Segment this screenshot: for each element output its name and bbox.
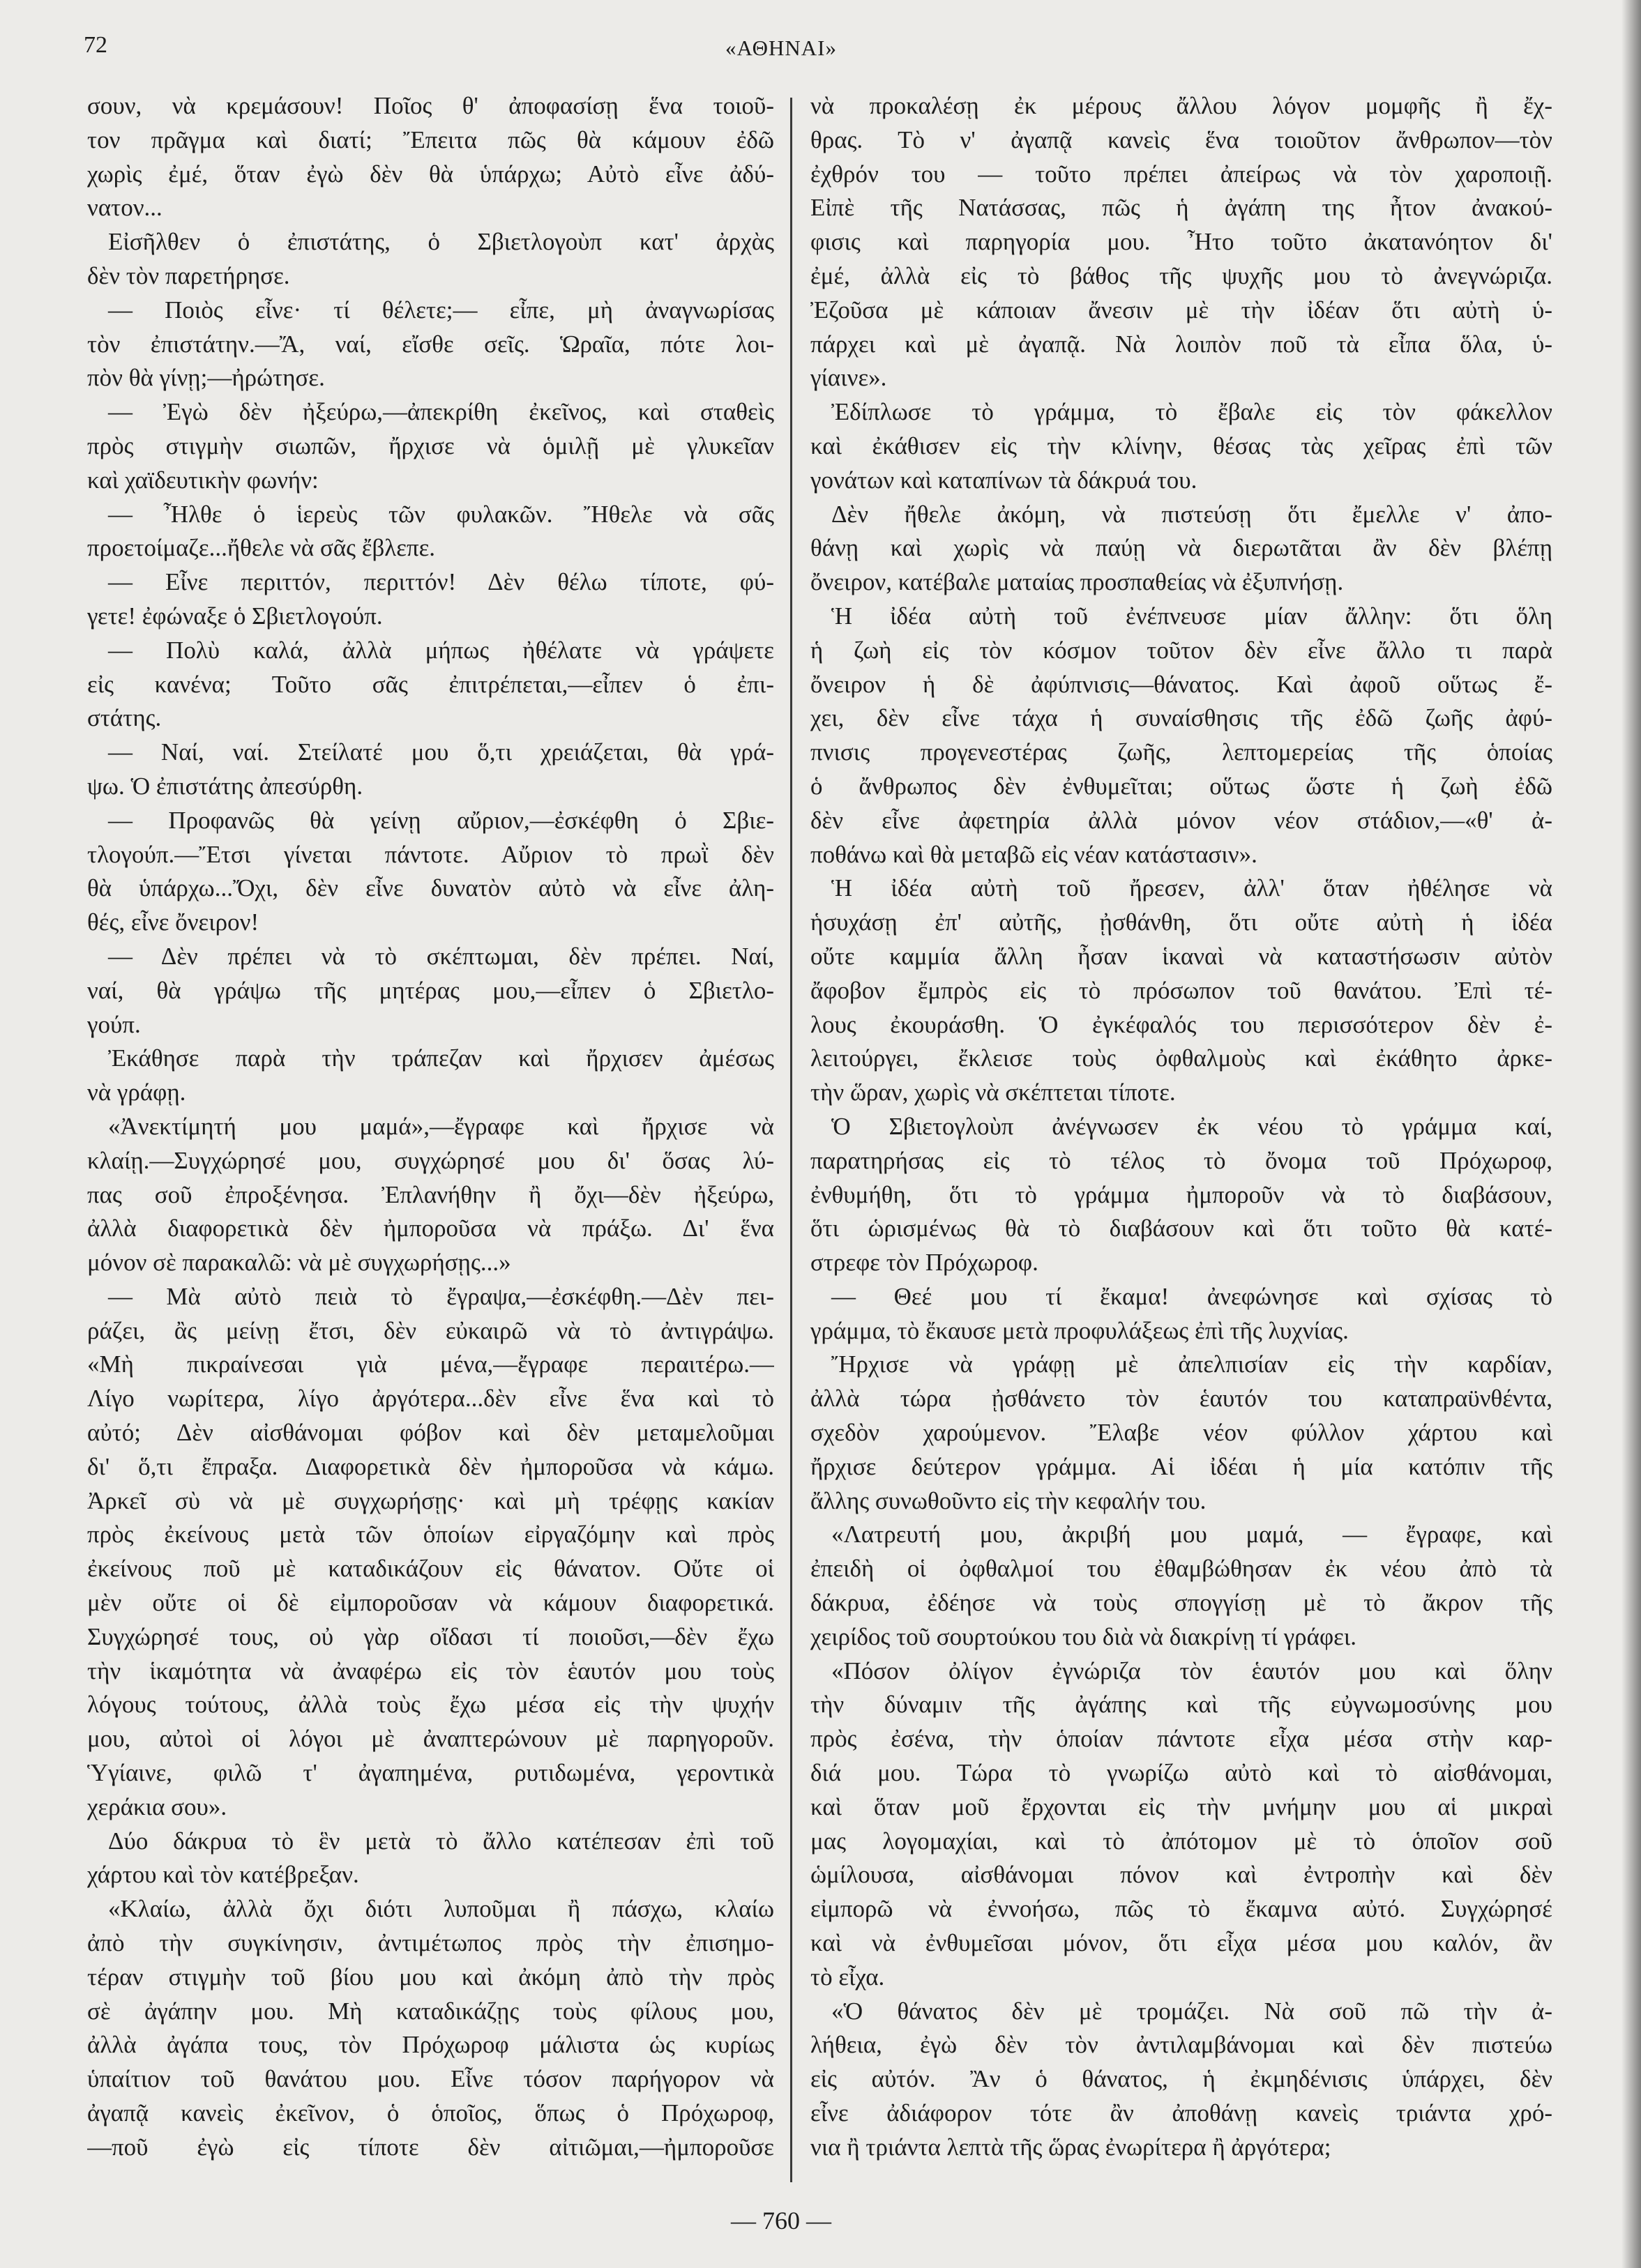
text-line: ἐνθυμήθη, ὅτι τὸ γράμμα ἠμποροῦν νὰ τὸ διαβάσουν, xyxy=(810,1180,1552,1208)
folio-footer: — 760 — xyxy=(731,2207,831,2235)
paragraph xyxy=(810,600,1552,872)
text-line: ἄλλης συνωθοῦντο εἰς τὴν κεφαλήν του. xyxy=(810,1486,1207,1514)
text-line: Συγχώρησέ τους, οὐ γὰρ οἴδασι τί ποιοῦσι,—δὲν ἔχω xyxy=(87,1622,774,1650)
text-line: παρατηρήσας εἰς τὸ τέλος τὸ ὄνομα τοῦ Πρόχωροφ, xyxy=(810,1146,1552,1174)
text-line: εἶνε ἀδιάφορον τότε ἂν ἀποθάνῃ κανεὶς τριάντα χρό- xyxy=(810,2099,1552,2127)
page-number: 72 xyxy=(84,32,107,58)
text-line: προετοίμαζε...ἤθελε νὰ σᾶς ἔβλεπε. xyxy=(87,534,436,562)
text-line: «Ἀνεκτίμητή μου μαμά»,—ἔγραφε καὶ ἤρχισε νὰ xyxy=(108,1112,774,1140)
text-line: νια ἢ τριάντα λεπτὰ τῆς ὥρας ἐνωρίτερα ἢ ἀργότερα; xyxy=(810,2133,1331,2161)
text-line: ναί, θὰ γράψω τῆς μητέρας μου,—εἶπεν ὁ Σβιετλο- xyxy=(87,976,774,1004)
text-line: στάτης. xyxy=(87,704,162,732)
text-line: — Πολὺ καλά, ἀλλὰ μήπως ἠθέλατε νὰ γράψετε xyxy=(108,636,774,664)
text-line: Λίγο νωρίτερα, λίγο ἀργότερα...δὲν εἶνε ἕνα καὶ τὸ xyxy=(87,1385,774,1413)
text-line: τέραν στιγμὴν τοῦ βίου μου καὶ ἀκόμη ἀπὸ τὴν πρὸς xyxy=(87,1963,774,1991)
text-line: πάρχει καὶ μὲ ἀγαπᾷ. Νὰ λοιπὸν ποῦ τὰ εἶπα ὅλα, ὑ- xyxy=(810,330,1552,358)
text-line: Ἐζοῦσα μὲ κάποιαν ἄνεσιν μὲ τὴν ἰδέαν ὅτι αὐτὴ ὑ- xyxy=(810,296,1552,324)
text-line: Ἀρκεῖ σὺ νὰ μὲ συγχωρήσῃς· καὶ μὴ τρέφῃς κακίαν xyxy=(87,1486,774,1514)
text-line: πνισις προγενεστέρας ζωῆς, λεπτομερείας τῆς ὁποίας xyxy=(810,738,1552,766)
text-line: ὄνειρον ἡ δὲ ἀφύπνισις—θάνατος. Καὶ ἀφοῦ οὕτως ἔ- xyxy=(810,670,1552,698)
text-line: θές, εἶνε ὄνειρον! xyxy=(87,908,259,936)
text-line: νὰ προκαλέσῃ ἐκ μέρους ἄλλου λόγον μομφῆς ἢ ἔχ- xyxy=(810,92,1552,119)
text-line: λειτούργει, ἔκλεισε τοὺς ὀφθαλμοὺς καὶ ἐκάθητο ἀρκε- xyxy=(810,1044,1552,1072)
paragraph xyxy=(810,1995,1552,2165)
paragraph xyxy=(87,634,774,736)
text-line: μόνον σὲ παρακαλῶ: νὰ μὲ συγχωρήσῃς...» xyxy=(87,1249,511,1277)
text-line: δὲν εἶνε ἀφετηρία ἀλλὰ μόνον νέον στάδιον,—«θ' ἀ- xyxy=(810,806,1552,834)
text-line: νατον... xyxy=(87,194,162,222)
text-line: ὅτι ὡρισμένως θὰ τὸ διαβάσουν καὶ ὅτι τοῦτο θὰ κατέ- xyxy=(810,1215,1552,1242)
text-line: τὴν δύναμιν τῆς ἀγάπης καὶ τῆς εὐγνωμοσύνης μου xyxy=(810,1691,1552,1719)
text-line: ὁ ἄνθρωπος δὲν ἐνθυμεῖται; οὕτως ὥστε ἡ ζωὴ ἐδῶ xyxy=(810,772,1552,800)
text-line: δὲν τὸν παρετήρησε. xyxy=(87,261,290,289)
text-line: πὸν θὰ γίνῃ;—ἠρώτησε. xyxy=(87,364,325,392)
text-line: τὸ εἶχα. xyxy=(810,1963,885,1991)
text-line: νὰ γράφῃ. xyxy=(87,1079,186,1106)
text-line: σουν, νὰ κρεμάσουν! Ποῖος θ' ἀποφασίσῃ ἕνα τοιοῦ- xyxy=(87,92,774,119)
paragraph xyxy=(87,940,774,1042)
text-line: ἀγαπᾷ κανεὶς ἐκεῖνον, ὁ ὁποῖος, ὅπως ὁ Πρόχωροφ, xyxy=(87,2099,774,2127)
text-line: ποθάνω καὶ θὰ μεταβῶ εἰς νέαν κατάστασιν». xyxy=(810,840,1257,868)
text-line: τὸν ἐπιστάτην.—Ἄ, ναί, εἴσθε σεῖς. Ὡραῖα, πότε λοι- xyxy=(87,330,774,358)
text-line: ἄφοβον ἔμπρὸς εἰς τὸ πρόσωπον τοῦ θανάτου. Ἐπὶ τέ- xyxy=(810,976,1552,1004)
text-line: ὡμίλουσα, αἰσθάνομαι πόνον καὶ ἐντροπὴν καὶ δὲν xyxy=(810,1861,1552,1889)
binding-edge-shadow xyxy=(1621,0,1641,2268)
text-line: χεράκια σου». xyxy=(87,1793,227,1820)
text-line: μου, αὐτοὶ οἱ λόγοι μὲ ἀναπτερώνουν μὲ παρηγοροῦν. xyxy=(87,1725,774,1753)
text-line: κλαίῃ.—Συγχώρησέ μου, συγχώρησέ μου δι' ὅσας λύ- xyxy=(87,1146,774,1174)
text-line: Ἤρχισε νὰ γράφῃ μὲ ἀπελπισίαν εἰς τὴν καρδίαν, xyxy=(831,1350,1552,1378)
text-line: —ποῦ ἐγὼ εἰς τίποτε δὲν αἰτιῶμαι,—ἠμποροῦσε xyxy=(87,2133,774,2161)
paragraph xyxy=(810,1518,1552,1654)
text-line: καὶ νὰ ἐνθυμεῖσαι μόνον, ὅτι εἶχα μέσα μου καλόν, ἂν xyxy=(810,1929,1552,1957)
text-line: Εἰσῆλθεν ὁ ἐπιστάτης, ὁ Σβιετλογοὺπ κατ' ἀρχὰς xyxy=(108,228,774,256)
text-line: ὄνειρον, κατέβαλε ματαίας προσπαθείας νὰ ἐξυπνήσῃ. xyxy=(810,568,1344,596)
text-line: θάνῃ καὶ χωρὶς νὰ παύῃ νὰ διερωτᾶται ἂν δὲν βλέπῃ xyxy=(810,534,1552,562)
text-line: Δὲν ἤθελε ἀκόμη, νὰ πιστεύσῃ ὅτι ἔμελλε ν' ἀπο- xyxy=(831,500,1552,528)
text-line: καὶ ἐκάθισεν εἰς τὴν κλίνην, θέσας τὰς χεῖρας ἐπὶ τῶν xyxy=(810,432,1552,459)
text-line: — Προφανῶς θὰ γείνῃ αὔριον,—ἐσκέφθη ὁ Σβιε- xyxy=(108,806,774,834)
text-line: — Εἶνε περιττόν, περιττόν! Δὲν θέλω τίποτε, φύ- xyxy=(108,568,774,596)
text-line: τον πρᾶγμα καὶ διατί; Ἔπειτα πῶς θὰ κάμουν ἐδῶ xyxy=(87,125,774,153)
text-line: δι' ὅ,τι ἔπραξα. Διαφορετικὰ δὲν ἠμποροῦσα νὰ κάμω. xyxy=(87,1452,774,1480)
text-line: χει, δὲν εἶνε τάχα ἡ συναίσθησις τῆς ἐδῶ ζωῆς ἀφύ- xyxy=(810,704,1552,732)
paragraph xyxy=(810,1280,1552,1348)
text-line: «Κλαίω, ἀλλὰ ὄχι διότι λυποῦμαι ἢ πάσχω, κλαίω xyxy=(108,1895,774,1923)
text-line: σὲ ἀγάπην μου. Μὴ καταδικάζῃς τοὺς φίλους μου, xyxy=(87,1997,774,2025)
paragraph xyxy=(810,1110,1552,1280)
text-line: εἰς αὐτόν. Ἂν ὁ θάνατος, ἡ ἐκμηδένισις ὑπάρχει, δὲν xyxy=(810,2065,1552,2093)
text-line: ἀλλὰ διαφορετικὰ δὲν ἠμποροῦσα νὰ πράξω. Δι' ἕνα xyxy=(87,1215,774,1242)
text-line: — Ναί, ναί. Στείλατέ μου ὅ,τι χρειάζεται, θὰ γρά- xyxy=(108,738,774,766)
text-line: δάκρυα, ἐδέησε νὰ τοὺς σπογγίσῃ μὲ τὸ ἄκρον τῆς xyxy=(810,1589,1552,1617)
paragraph xyxy=(87,736,774,804)
paragraph xyxy=(810,1654,1552,1995)
text-line: — Μὰ αὐτὸ πειὰ τὸ ἔγραψα,—ἐσκέφθη.—Δὲν πει- xyxy=(108,1282,774,1310)
text-line: Ἡ ἰδέα αὐτὴ τοῦ ἐνέπνευσε μίαν ἄλλην: ὅτι ὅλη xyxy=(831,602,1552,630)
text-line: εἰς κανένα; Τοῦτο σᾶς ἐπιτρέπεται,—εἶπεν ὁ ἐπι- xyxy=(87,670,774,698)
paragraph xyxy=(87,498,774,566)
paragraph xyxy=(87,1042,774,1110)
text-line: ἐπειδὴ οἱ ὀφθαλμοί του ἐθαμβώθησαν ἐκ νέου ἀπὸ τὰ xyxy=(810,1555,1552,1583)
text-line: μὲν οὔτε οἱ δὲ εἰμποροῦσαν νὰ κάμουν διαφορετικά. xyxy=(87,1589,774,1617)
text-line: καὶ χαϊδευτικὴν φωνήν: xyxy=(87,466,319,494)
text-line: Ἐδίπλωσε τὸ γράμμα, τὸ ἔβαλε εἰς τὸν φάκελλον xyxy=(831,398,1552,426)
text-line: πας σοῦ ἐπροξένησα. Ἐπλανήθην ἢ ὄχι—δὲν ἠξεύρω, xyxy=(87,1180,774,1208)
text-line: ἐμέ, ἀλλὰ εἰς τὸ βάθος τῆς ψυχῆς μου τὸ ἀνεγνώριζα. xyxy=(810,261,1552,289)
right-column xyxy=(810,89,1552,2165)
paragraph xyxy=(810,395,1552,497)
text-line: «Πόσον ὀλίγον ἐγνώριζα τὸν ἑαυτόν μου καὶ ὅλην xyxy=(831,1657,1552,1684)
text-line: διά μου. Τώρα τὸ γνωρίζω αὐτὸ καὶ τὸ αἰσθάνομαι, xyxy=(810,1759,1552,1787)
text-line: ἐχθρόν του — τοῦτο πρέπει ἀπείρως νὰ τὸν χαροποιῇ. xyxy=(810,160,1552,188)
paragraph xyxy=(87,225,774,294)
paragraph xyxy=(810,498,1552,600)
text-line: ράζει, ἂς μείνῃ ἔτσι, δὲν εὐκαιρῶ νὰ τὸ ἀντιγράψω. xyxy=(87,1316,774,1344)
text-line: γράμμα, τὸ ἔκαυσε μετὰ προφυλάξεως ἐπὶ τῆς λυχνίας. xyxy=(810,1316,1349,1344)
paragraph xyxy=(87,1110,774,1280)
paragraph xyxy=(810,89,1552,395)
text-line: Ἡ ἰδέα αὐτὴ τοῦ ἤρεσεν, ἀλλ' ὅταν ἠθέλησε νὰ xyxy=(831,874,1552,902)
paragraph xyxy=(87,1280,774,1825)
text-line: εἰμπορῶ νὰ ἐννοήσω, πῶς τὸ ἔκαμνα αὐτό. Συγχώρησέ xyxy=(810,1895,1552,1923)
text-line: ἤρχισε δεύτερον γράμμα. Αἱ ἰδέαι ἡ μία κατόπιν τῆς xyxy=(810,1452,1552,1480)
text-line: Δύο δάκρυα τὸ ἓν μετὰ τὸ ἄλλο κατέπεσαν ἐπὶ τοῦ xyxy=(108,1827,774,1855)
text-line: Ὑγίαινε, φιλῶ τ' ἀγαπημένα, ρυτιδωμένα, γεροντικὰ xyxy=(87,1759,774,1787)
text-line: — Ἐγὼ δὲν ἠξεύρω,—ἀπεκρίθη ἐκεῖνος, καὶ σταθεὶς xyxy=(108,398,774,426)
paragraph xyxy=(87,1892,774,2164)
text-line: στρεφε τὸν Πρόχωροφ. xyxy=(810,1249,1038,1277)
text-line: λόγους τούτους, ἀλλὰ τοὺς ἔχω μέσα εἰς τὴν ψυχήν xyxy=(87,1691,774,1719)
text-line: ἀπὸ τὴν συγκίνησιν, ἀντιμέτωπος πρὸς τὴν ἐπισημο- xyxy=(87,1929,774,1957)
text-line: γετε! ἐφώναξε ὁ Σβιετλογούπ. xyxy=(87,602,383,630)
text-line: πρὸς στιγμὴν σιωπῶν, ἤρχισε νὰ ὁμιλῇ μὲ γλυκεῖαν xyxy=(87,432,774,459)
text-line: «Μὴ πικραίνεσαι γιὰ μένα,—ἔγραφε περαιτέρω.— xyxy=(87,1350,774,1378)
paragraph xyxy=(87,294,774,395)
text-line: χειρίδος τοῦ σουρτούκου του διὰ νὰ διακρίνῃ τί γράφει. xyxy=(810,1622,1357,1650)
text-line: μας λογομαχίαι, καὶ τὸ ἀπότομον μὲ τὸ ὁποῖον σοῦ xyxy=(810,1827,1552,1855)
running-title: «ΑΘΗΝΑΙ» xyxy=(725,36,837,60)
paragraph xyxy=(87,395,774,497)
text-line: τὴν ὥραν, χωρὶς νὰ σκέπτεται τίποτε. xyxy=(810,1079,1176,1106)
text-line: ὑπαίτιον τοῦ θανάτου μου. Εἶνε τόσον παρήγορον νὰ xyxy=(87,2065,774,2093)
text-line: «Λατρευτή μου, ἀκριβή μου μαμά, — ἔγραφε, καὶ xyxy=(831,1521,1552,1548)
text-line: ψω. Ὁ ἐπιστάτης ἀπεσύρθη. xyxy=(87,772,363,800)
text-line: γούπ. xyxy=(87,1010,141,1038)
text-line: ἡ ζωὴ εἰς τὸν κόσμον τοῦτον δὲν εἶνε ἄλλο τι παρὰ xyxy=(810,636,1552,664)
paragraph xyxy=(87,804,774,940)
text-line: λήθεια, ἐγὼ δὲν τὸν ἀντιλαμβάνομαι καὶ δὲν πιστεύω xyxy=(810,2031,1552,2059)
text-line: οὔτε καμμία ἄλλη ἦσαν ἱκαναὶ νὰ καταστήσωσιν αὐτὸν xyxy=(810,942,1552,970)
paragraph xyxy=(87,89,774,225)
text-line: — Ἦλθε ὁ ἱερεὺς τῶν φυλακῶν. Ἤθελε νὰ σᾶς xyxy=(108,500,774,528)
text-line: Ἐκάθησε παρὰ τὴν τράπεζαν καὶ ἤρχισεν ἀμέσως xyxy=(108,1044,774,1072)
text-line: ἀλλὰ τώρα ᾐσθάνετο τὸν ἑαυτόν του καταπραϋνθέντα, xyxy=(810,1385,1552,1413)
text-line: — Δὲν πρέπει νὰ τὸ σκέπτωμαι, δὲν πρέπει. Ναί, xyxy=(108,942,774,970)
text-line: λους ἐκουράσθη. Ὁ ἐγκέφαλός του περισσότερον δὲν ἐ- xyxy=(810,1010,1552,1038)
text-line: ἐκείνους ποῦ μὲ καταδικάζουν εἰς θάνατον. Οὔτε οἱ xyxy=(87,1555,774,1583)
text-line: χάρτου καὶ τὸν κατέβρεξαν. xyxy=(87,1861,359,1889)
left-column xyxy=(87,89,774,2165)
column-divider xyxy=(790,98,792,2182)
text-line: «Ὁ θάνατος δὲν μὲ τρομάζει. Νὰ σοῦ πῶ τὴν ἀ- xyxy=(831,1997,1552,2025)
text-line: φισις καὶ παρηγορία μου. Ἦτο τοῦτο ἀκατανόητον δι' xyxy=(810,228,1552,256)
text-line: πρὸς ἐκείνους μετὰ τῶν ὁποίων εἰργαζόμην καὶ πρὸς xyxy=(87,1521,774,1548)
text-line: — Ποιὸς εἶνε· τί θέλετε;— εἶπε, μὴ ἀναγνωρίσας xyxy=(108,296,774,324)
text-line: γονάτων καὶ καταπίνων τὰ δάκρυά του. xyxy=(810,466,1197,494)
text-line: τὴν ἱκαμότητα νὰ ἀναφέρω εἰς τὸν ἑαυτόν μου τοὺς xyxy=(87,1657,774,1684)
text-line: τλογούπ.—Ἔτσι γίνεται πάντοτε. Αὔριον τὸ πρωῒ δὲν xyxy=(87,840,774,868)
paragraph xyxy=(87,1825,774,1893)
text-line: ἡσυχάσῃ ἐπ' αὐτῆς, ᾐσθάνθη, ὅτι οὔτε αὐτὴ ἡ ἰδέα xyxy=(810,908,1552,936)
text-line: θὰ ὑπάρχω...Ὄχι, δὲν εἶνε δυνατὸν αὐτὸ νὰ εἶνε ἀλη- xyxy=(87,874,774,902)
text-line: θρας. Τὸ ν' ἀγαπᾷ κανεὶς ἕνα τοιοῦτον ἄνθρωπον—τὸν xyxy=(810,125,1552,153)
text-line: — Θεέ μου τί ἔκαμα! ἀνεφώνησε καὶ σχίσας τὸ xyxy=(831,1282,1552,1310)
paragraph xyxy=(810,1348,1552,1518)
text-line: σχεδὸν χαρούμενον. Ἔλαβε νέον φύλλον χάρτου καὶ xyxy=(810,1419,1552,1447)
paragraph xyxy=(810,872,1552,1110)
text-line: γίαινε». xyxy=(810,364,887,392)
text-line: Εἰπὲ τῆς Νατάσσας, πῶς ἡ ἀγάπη της ἦτον ἀνακού- xyxy=(810,194,1552,222)
paragraph xyxy=(87,565,774,634)
text-line: καὶ ὅταν μοῦ ἔρχονται εἰς τὴν μνήμην μου αἱ μικραὶ xyxy=(810,1793,1552,1820)
text-line: Ὁ Σβιετογλοὺπ ἀνέγνωσεν ἐκ νέου τὸ γράμμα καί, xyxy=(831,1112,1552,1140)
text-line: αὐτό; Δὲν αἰσθάνομαι φόβον καὶ δὲν μεταμελοῦμαι xyxy=(87,1419,774,1447)
text-line: πρὸς ἐσένα, τὴν ὁποίαν πάντοτε εἶχα μέσα στὴν καρ- xyxy=(810,1725,1552,1753)
text-line: χωρὶς ἐμέ, ὅταν ἐγὼ δὲν θὰ ὑπάρχω; Αὐτὸ εἶνε ἀδύ- xyxy=(87,160,774,188)
text-line: ἀλλὰ ἀγάπα τους, τὸν Πρόχωροφ μάλιστα ὡς κυρίως xyxy=(87,2031,774,2059)
